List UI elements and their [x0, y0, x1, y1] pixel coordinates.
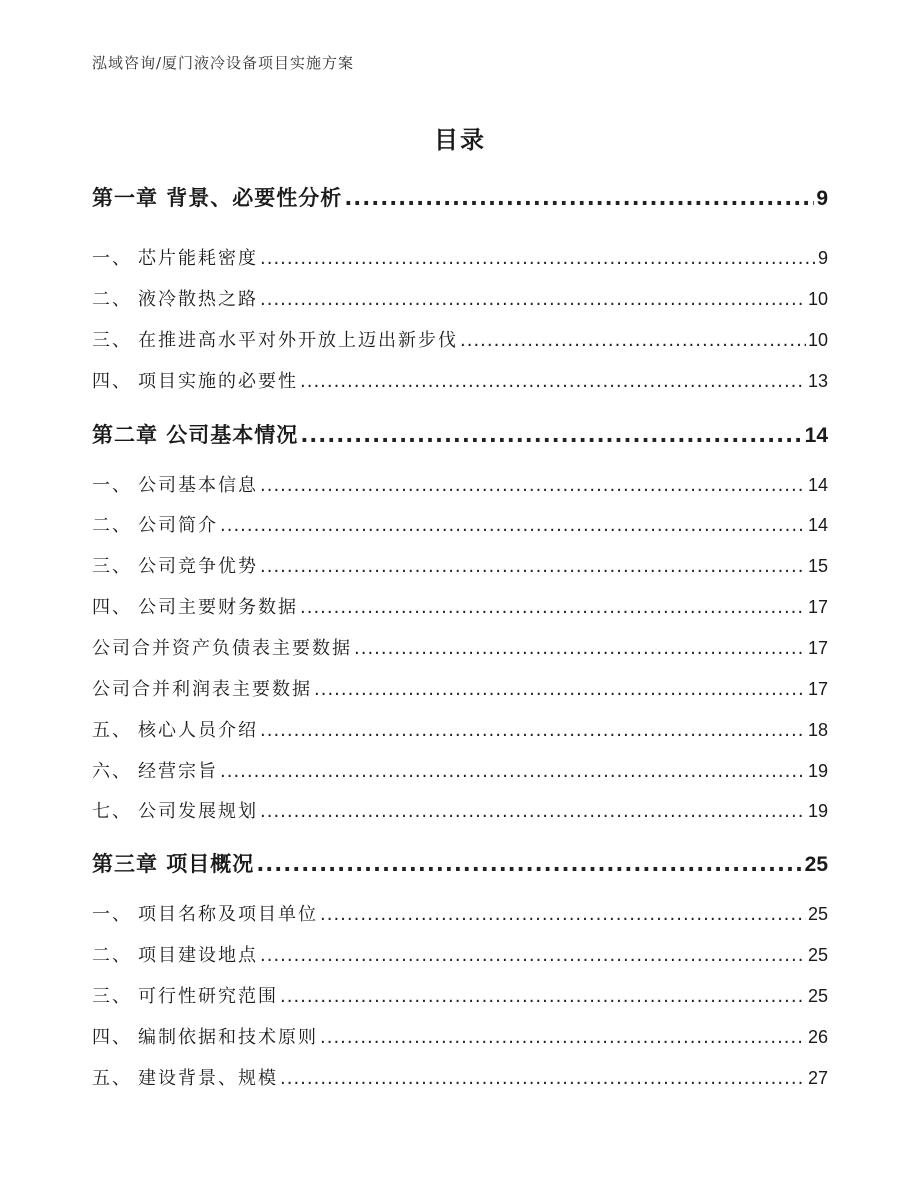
toc-entry-text: 公司基本信息	[138, 475, 258, 496]
toc-entry-number: 三、	[92, 330, 132, 351]
toc-leader-dots	[344, 186, 814, 210]
toc-page-number: 14	[804, 424, 828, 447]
toc-chapter-entry[interactable]	[92, 182, 828, 212]
toc-page-number: 14	[807, 475, 828, 495]
toc-section-entry[interactable]	[92, 900, 828, 926]
toc-entry-number: 四、	[92, 597, 132, 618]
toc-entry-text: 芯片能耗密度	[138, 248, 258, 269]
toc-entry-text: 第三章 项目概况	[92, 852, 255, 876]
toc-leader-dots	[260, 801, 806, 822]
toc-entry-text: 公司合并资产负债表主要数据	[92, 638, 352, 659]
toc-page-number: 25	[807, 945, 828, 965]
toc-leader-dots	[220, 515, 806, 536]
toc-page-number: 26	[807, 1027, 828, 1047]
toc-entry-label	[92, 326, 458, 352]
toc-page-number: 27	[807, 1068, 828, 1088]
toc-section-entry[interactable]	[92, 941, 828, 967]
toc-entry-number: 五、	[92, 720, 132, 741]
toc-entry-label	[92, 1023, 318, 1049]
toc-entry-label	[92, 511, 218, 537]
toc-entry-number: 二、	[92, 945, 132, 966]
toc-entry-number: 三、	[92, 556, 132, 577]
toc-leader-dots	[300, 597, 806, 618]
toc-entry-label	[92, 797, 258, 823]
toc-entry-number: 四、	[92, 1027, 132, 1048]
page-header: 泓域咨询/厦门液冷设备项目实施方案	[92, 54, 355, 72]
toc-title: 目录	[434, 126, 486, 154]
toc-entry-text: 公司发展规划	[138, 801, 258, 822]
toc-entry-text: 液冷散热之路	[138, 289, 258, 310]
toc-section-entry[interactable]	[92, 1064, 828, 1090]
toc-entry-label	[92, 285, 258, 311]
toc-leader-dots	[314, 679, 806, 700]
toc-leader-dots	[320, 1027, 806, 1048]
toc-entry-text: 经营宗旨	[138, 761, 218, 782]
toc-leader-dots	[280, 1068, 806, 1089]
toc-section-entry[interactable]	[92, 552, 828, 578]
toc-leader-dots	[260, 475, 806, 496]
toc-section-entry[interactable]	[92, 471, 828, 497]
toc-page-number: 15	[807, 556, 828, 576]
toc-chapter-entry[interactable]	[92, 848, 828, 878]
toc-leader-dots	[354, 638, 806, 659]
toc-page-number: 9	[816, 187, 828, 210]
toc-entry-label	[92, 471, 258, 497]
toc-section-entry[interactable]	[92, 285, 828, 311]
toc-page-number: 14	[807, 515, 828, 535]
toc-entry-label	[92, 1064, 278, 1090]
toc-entry-number: 二、	[92, 289, 132, 310]
toc-leader-dots	[260, 720, 806, 741]
toc-entry-text: 项目名称及项目单位	[138, 904, 318, 925]
toc-page-number: 19	[807, 761, 828, 781]
toc-page-number: 19	[807, 801, 828, 821]
toc-entry-number: 五、	[92, 1068, 132, 1089]
toc-entry-text: 公司主要财务数据	[138, 597, 298, 618]
toc-entry-number: 六、	[92, 761, 132, 782]
toc-section-entry[interactable]	[92, 1023, 828, 1049]
toc-page-number: 17	[807, 638, 828, 658]
toc-leader-dots	[460, 330, 806, 351]
toc-entry-label	[92, 552, 258, 578]
toc-section-entry[interactable]	[92, 757, 828, 783]
toc-page-number: 17	[807, 679, 828, 699]
toc-leader-dots	[260, 248, 816, 269]
toc-section-entry[interactable]	[92, 797, 828, 823]
toc-section-entry[interactable]	[92, 675, 828, 701]
toc-page-number: 25	[807, 986, 828, 1006]
toc-entry-label	[92, 716, 258, 742]
toc-entry-number: 一、	[92, 248, 132, 269]
toc-entry-text: 第一章 背景、必要性分析	[92, 186, 343, 210]
toc-entry-label	[92, 244, 258, 270]
toc-entry-text: 第二章 公司基本情况	[92, 423, 299, 447]
toc-section-entry[interactable]	[92, 367, 828, 393]
toc-chapter-entry[interactable]	[92, 419, 828, 449]
toc-section-entry[interactable]	[92, 716, 828, 742]
toc-section-entry[interactable]	[92, 511, 828, 537]
toc-leader-dots	[220, 761, 806, 782]
toc-entry-label	[92, 941, 258, 967]
toc-entry-label	[92, 982, 278, 1008]
toc-page-number: 10	[807, 289, 828, 309]
toc-entry-text: 项目建设地点	[138, 945, 258, 966]
toc-entry-number: 二、	[92, 515, 132, 536]
toc-page-number: 10	[807, 330, 828, 350]
toc-entry-text: 可行性研究范围	[138, 986, 278, 1007]
toc-entry-text: 公司竞争优势	[138, 556, 258, 577]
toc-page-number: 25	[804, 853, 828, 876]
toc-entry-label	[92, 182, 342, 212]
toc-entry-text: 建设背景、规模	[138, 1068, 278, 1089]
toc-leader-dots	[320, 904, 806, 925]
toc-entry-text: 核心人员介绍	[138, 720, 258, 741]
toc-entry-number: 一、	[92, 475, 132, 496]
toc-section-entry[interactable]	[92, 982, 828, 1008]
toc-leader-dots	[260, 945, 806, 966]
toc-entry-text: 在推进高水平对外开放上迈出新步伐	[138, 330, 458, 351]
toc-entry-text: 公司合并利润表主要数据	[92, 679, 312, 700]
toc-section-entry[interactable]	[92, 593, 828, 619]
toc-entry-text: 项目实施的必要性	[138, 371, 298, 392]
toc-leader-dots	[256, 852, 802, 876]
toc-entry-number: 一、	[92, 904, 132, 925]
toc-leader-dots	[300, 371, 806, 392]
toc-leader-dots	[260, 289, 806, 310]
toc-entry-label	[92, 848, 254, 878]
toc-entry-label	[92, 900, 318, 926]
toc-page-number: 25	[807, 904, 828, 924]
toc-entry-label	[92, 367, 298, 393]
toc-leader-dots	[280, 986, 806, 1007]
toc-entry-number: 七、	[92, 801, 132, 822]
toc-leader-dots	[300, 423, 802, 447]
toc-entry-label	[92, 675, 312, 701]
toc-section-entry[interactable]	[92, 634, 828, 660]
toc-entry-label	[92, 419, 298, 449]
toc-page-number: 9	[817, 248, 828, 268]
toc-entry-label	[92, 634, 352, 660]
toc-entry-number: 三、	[92, 986, 132, 1007]
toc-section-entry[interactable]	[92, 326, 828, 352]
toc-entry-text: 公司简介	[138, 515, 218, 536]
toc-entry-number: 四、	[92, 371, 132, 392]
toc-leader-dots	[260, 556, 806, 577]
toc-entry-label	[92, 593, 298, 619]
toc-page-number: 18	[807, 720, 828, 740]
toc-entry-label	[92, 757, 218, 783]
toc-entry-text: 编制依据和技术原则	[138, 1027, 318, 1048]
toc-section-entry[interactable]	[92, 244, 828, 270]
toc-page-number: 17	[807, 597, 828, 617]
toc-page-number: 13	[807, 371, 828, 391]
